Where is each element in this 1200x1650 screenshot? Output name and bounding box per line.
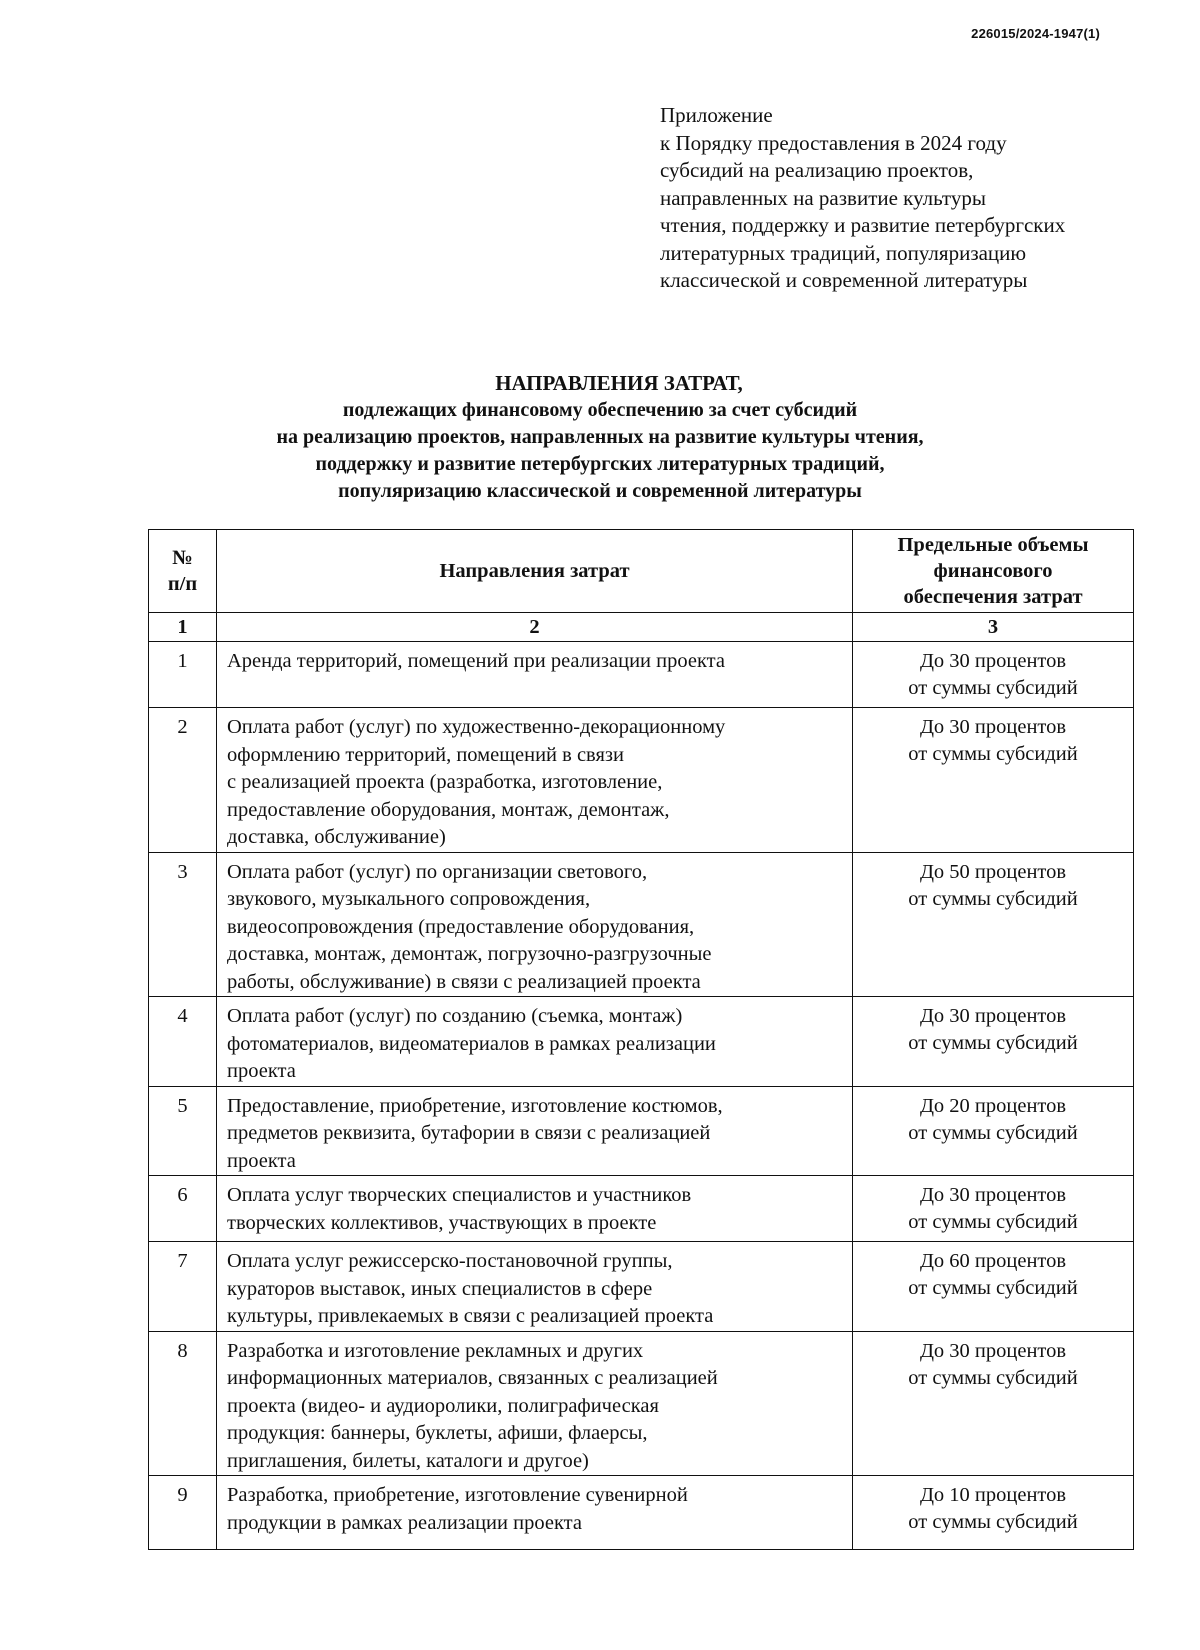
description-line: звукового, музыкального сопровождения, (227, 888, 591, 910)
description-line: проекта (227, 1149, 296, 1172)
description-line: Оплата работ (услуг) по созданию (съемка, монтаж) (227, 1005, 683, 1027)
row-description (217, 1331, 853, 1476)
row-number: 2 (149, 708, 217, 853)
appendix-line: классической и современной литературы (660, 268, 1028, 292)
header-direction: Направления затрат (217, 530, 853, 613)
description-line: доставка, монтаж, демонтаж, погрузочно-разгрузочные (227, 943, 712, 965)
description-line: с реализацией проекта (разработка, изготовление, (227, 771, 663, 793)
row-description (217, 1176, 853, 1242)
description-line: Оплата работ (услуг) по организации светового, (227, 860, 648, 883)
row-limit (853, 1476, 1134, 1550)
limit-line: от суммы субсидий (908, 1277, 1078, 1299)
description-line: предоставление оборудования, монтаж, демонтаж, (227, 798, 670, 821)
table-row (149, 1176, 1134, 1242)
table-row (149, 642, 1134, 708)
cost-directions-table-wrapper (148, 529, 1133, 1550)
description-line: работы, обслуживание) в связи с реализацией проекта (227, 970, 701, 993)
limit-line: от суммы субсидий (908, 1366, 1078, 1389)
title-subline: подлежащих финансовому обеспечению за счет субсидий (342, 399, 858, 421)
description-line: Разработка, приобретение, изготовление сувенирной (227, 1484, 688, 1506)
table-row (149, 1476, 1134, 1550)
header-number-line: п/п (167, 573, 198, 595)
row-description (217, 1242, 853, 1332)
column-number: 1 (149, 613, 217, 642)
row-description (217, 1476, 853, 1550)
row-number: 8 (149, 1331, 217, 1476)
row-limit (853, 708, 1134, 853)
appendix-line: направленных на развитие культуры (660, 185, 986, 210)
row-limit (853, 1176, 1134, 1242)
appendix-line: субсидий на реализацию проектов, (660, 158, 974, 182)
description-line: Разработка и изготовление рекламных и других (227, 1339, 644, 1362)
description-line: культуры, привлекаемых в связи с реализацией проекта (227, 1305, 714, 1327)
column-number: 3 (853, 613, 1134, 642)
header-limit-line: обеспечения затрат (903, 586, 1083, 608)
header-limit-line: финансового (933, 560, 1053, 582)
description-line: творческих коллективов, участвующих в проекте (227, 1211, 657, 1234)
row-description (217, 852, 853, 997)
limit-line: До 20 процентов (919, 1094, 1067, 1117)
row-number: 9 (149, 1476, 217, 1550)
cost-directions-table (148, 529, 1134, 1550)
title-subline: на реализацию проектов, направленных на развитие культуры чтения, (276, 426, 924, 448)
table-row (149, 1331, 1134, 1476)
description-line: приглашения, билеты, каталоги и другое) (227, 1449, 589, 1472)
document-title (0, 370, 1200, 505)
description-line: Оплата услуг режиссерско-постановочной группы, (227, 1250, 673, 1272)
table-row (149, 708, 1134, 853)
header-number-line: № (172, 547, 193, 569)
limit-line: До 30 процентов (919, 1339, 1067, 1362)
limit-line: от суммы субсидий (908, 1032, 1078, 1054)
header-number (149, 530, 217, 613)
description-line: информационных материалов, связанных с реализацией (227, 1367, 718, 1389)
limit-line: До 30 процентов (919, 1005, 1067, 1027)
row-limit (853, 997, 1134, 1087)
row-number: 4 (149, 997, 217, 1087)
header-limit (853, 530, 1134, 613)
limit-line: от суммы субсидий (908, 1511, 1078, 1533)
limit-line: от суммы субсидий (908, 677, 1078, 699)
table-body (149, 613, 1134, 1550)
title-subline: популяризацию классической и современной литературы (338, 480, 862, 502)
description-line: кураторов выставок, иных специалистов в сфере (227, 1277, 653, 1300)
row-limit (853, 1086, 1134, 1176)
table-row (149, 997, 1134, 1087)
limit-line: До 10 процентов (919, 1484, 1067, 1506)
table-header-row (149, 530, 1134, 613)
description-line: Оплата услуг творческих специалистов и участников (227, 1184, 692, 1206)
row-description (217, 997, 853, 1087)
appendix-note (660, 102, 1065, 295)
limit-line: от суммы субсидий (908, 887, 1078, 910)
description-line: продукция: баннеры, буклеты, афиши, флаерсы, (227, 1422, 648, 1444)
description-line: фотоматериалов, видеоматериалов в рамках реализации (227, 1032, 716, 1055)
row-limit (853, 1331, 1134, 1476)
row-limit (853, 852, 1134, 997)
limit-line: До 30 процентов (919, 650, 1067, 672)
limit-line: До 60 процентов (919, 1250, 1067, 1272)
limit-line: от суммы субсидий (908, 743, 1078, 765)
row-number: 7 (149, 1242, 217, 1332)
table-row (149, 1086, 1134, 1176)
description-line: продукции в рамках реализации проекта (227, 1511, 582, 1534)
description-line: Аренда территорий, помещений при реализации проекта (227, 650, 725, 672)
row-number: 5 (149, 1086, 217, 1176)
row-description (217, 1086, 853, 1176)
description-line: Предоставление, приобретение, изготовление костюмов, (227, 1094, 723, 1117)
description-line: Оплата работ (услуг) по художественно-декорационному (227, 716, 726, 738)
description-line: предметов реквизита, бутафории в связи с реализацией (227, 1122, 711, 1144)
description-line: проекта (227, 1060, 296, 1082)
document-number: 226015/2024-1947(1) (971, 26, 1100, 41)
description-line: проекта (видео- и аудиоролики, полиграфическая (227, 1394, 659, 1417)
column-number: 2 (217, 613, 853, 642)
column-number-row (149, 613, 1134, 642)
row-description (217, 642, 853, 708)
limit-line: До 30 процентов (919, 1184, 1067, 1206)
row-number: 6 (149, 1176, 217, 1242)
limit-line: от суммы субсидий (908, 1211, 1078, 1233)
row-number: 1 (149, 642, 217, 708)
appendix-line: к Порядку предоставления в 2024 году (660, 130, 1007, 155)
limit-line: До 30 процентов (919, 716, 1067, 738)
limit-line: от суммы субсидий (908, 1121, 1078, 1144)
title-subline: поддержку и развитие петербургских литературных традиций, (315, 453, 885, 475)
limit-line: До 50 процентов (919, 860, 1067, 883)
row-number: 3 (149, 852, 217, 997)
appendix-line: чтения, поддержку и развитие петербургских (660, 213, 1066, 237)
title-main: НАПРАВЛЕНИЯ ЗАТРАТ, (495, 371, 743, 395)
appendix-line: Приложение (660, 103, 773, 127)
row-limit (853, 642, 1134, 708)
appendix-line: литературных традиций, популяризацию (660, 240, 1027, 265)
row-limit (853, 1242, 1134, 1332)
table-row (149, 852, 1134, 997)
table-row (149, 1242, 1134, 1332)
description-line: оформлению территорий, помещений в связи (227, 743, 624, 766)
row-description (217, 708, 853, 853)
header-limit-line: Предельные объемы (897, 534, 1089, 556)
description-line: доставка, обслуживание) (227, 826, 446, 848)
description-line: видеосопровождения (предоставление оборудования, (227, 915, 695, 938)
